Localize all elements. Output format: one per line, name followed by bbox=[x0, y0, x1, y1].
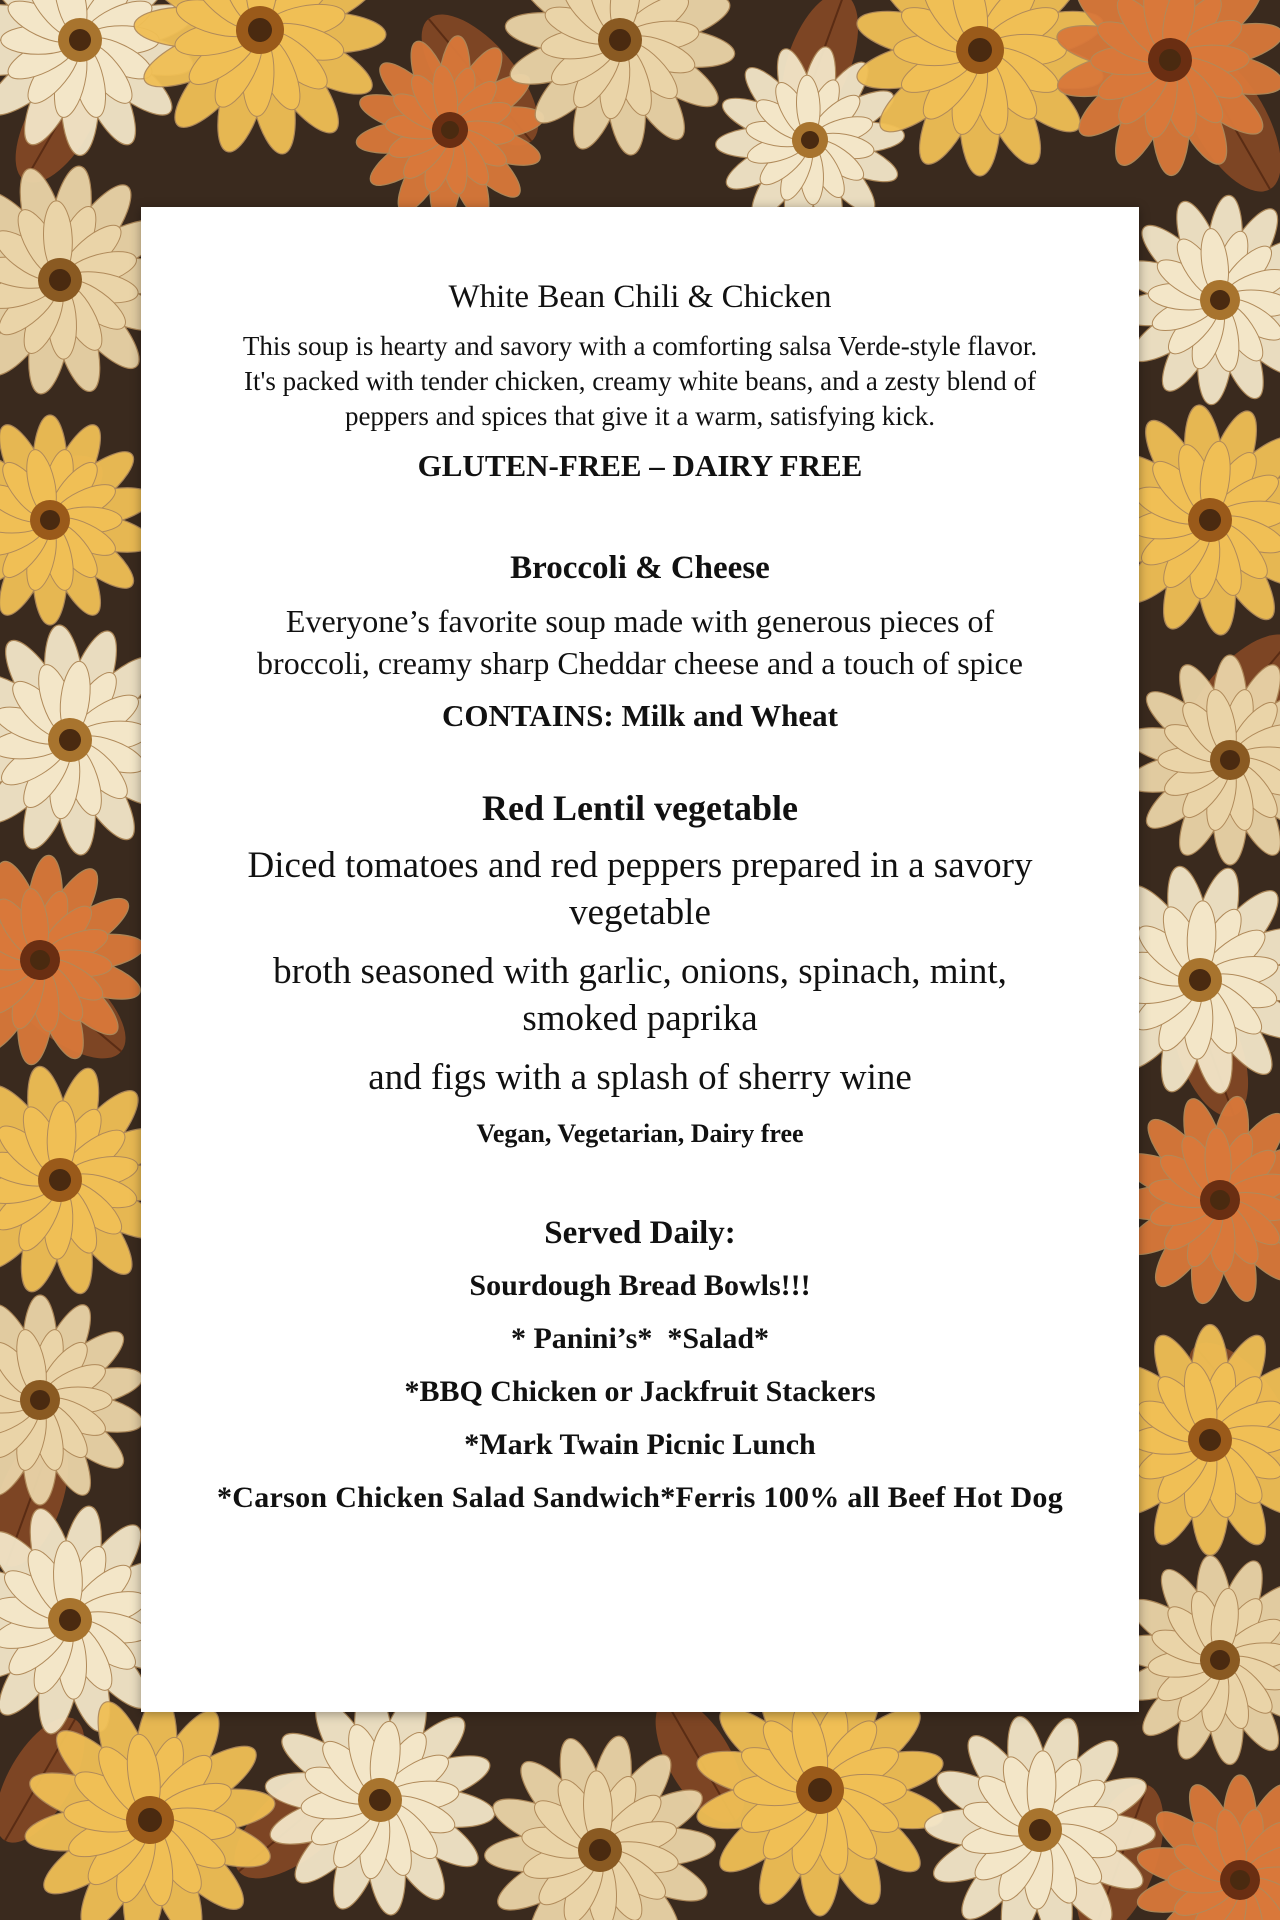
section4-title: Served Daily: bbox=[544, 1215, 736, 1251]
served-daily-item: Sourdough Bread Bowls!!! bbox=[469, 1269, 811, 1302]
section1-desc-line: peppers and spices that give it a warm, satisfying kick. bbox=[344, 401, 936, 431]
section3-dietary-note: Vegan, Vegetarian, Dairy free bbox=[476, 1119, 804, 1148]
flower-shape bbox=[1124, 655, 1280, 865]
served-daily-item: *Carson Chicken Salad Sandwich*Ferris 100% all Beef Hot Dog bbox=[216, 1481, 1064, 1514]
section1-desc-line: It's packed with tender chicken, creamy white beans, and a zesty blend of bbox=[243, 366, 1037, 396]
section3-line: broth seasoned with garlic, onions, spinach, mint, smoked paprika bbox=[273, 951, 1007, 1039]
section1-title: White Bean Chili & Chicken bbox=[448, 279, 832, 315]
flower-shape bbox=[0, 846, 155, 1074]
section3-line: Diced tomatoes and red peppers prepared in a savory vegetable bbox=[247, 845, 1033, 933]
served-daily-item: *BBQ Chicken or Jackfruit Stackers bbox=[404, 1375, 876, 1408]
section3-line: and figs with a splash of sherry wine bbox=[368, 1057, 912, 1098]
flower-shape bbox=[0, 415, 156, 625]
section1-dietary-note: GLUTEN-FREE – DAIRY FREE bbox=[417, 448, 863, 483]
served-daily-item: * Panini’s* *Salad* bbox=[510, 1322, 770, 1355]
section2-desc-line: Everyone’s favorite soup made with generous pieces of bbox=[285, 603, 995, 639]
section1-desc-line: This soup is hearty and savory with a comforting salsa Verde-style flavor. bbox=[242, 331, 1038, 361]
section2-desc-line: broccoli, creamy sharp Cheddar cheese and a touch of spice bbox=[257, 645, 1023, 681]
served-daily-item: *Mark Twain Picnic Lunch bbox=[464, 1428, 816, 1461]
section2-description bbox=[201, 600, 1079, 684]
section3-title: Red Lentil vegetable bbox=[482, 788, 798, 828]
flower-shape bbox=[0, 1295, 146, 1505]
section1-description bbox=[201, 329, 1079, 434]
menu-card bbox=[141, 207, 1139, 1712]
section2-allergen-note: CONTAINS: Milk and Wheat bbox=[442, 698, 838, 733]
section2-title: Broccoli & Cheese bbox=[510, 550, 770, 586]
